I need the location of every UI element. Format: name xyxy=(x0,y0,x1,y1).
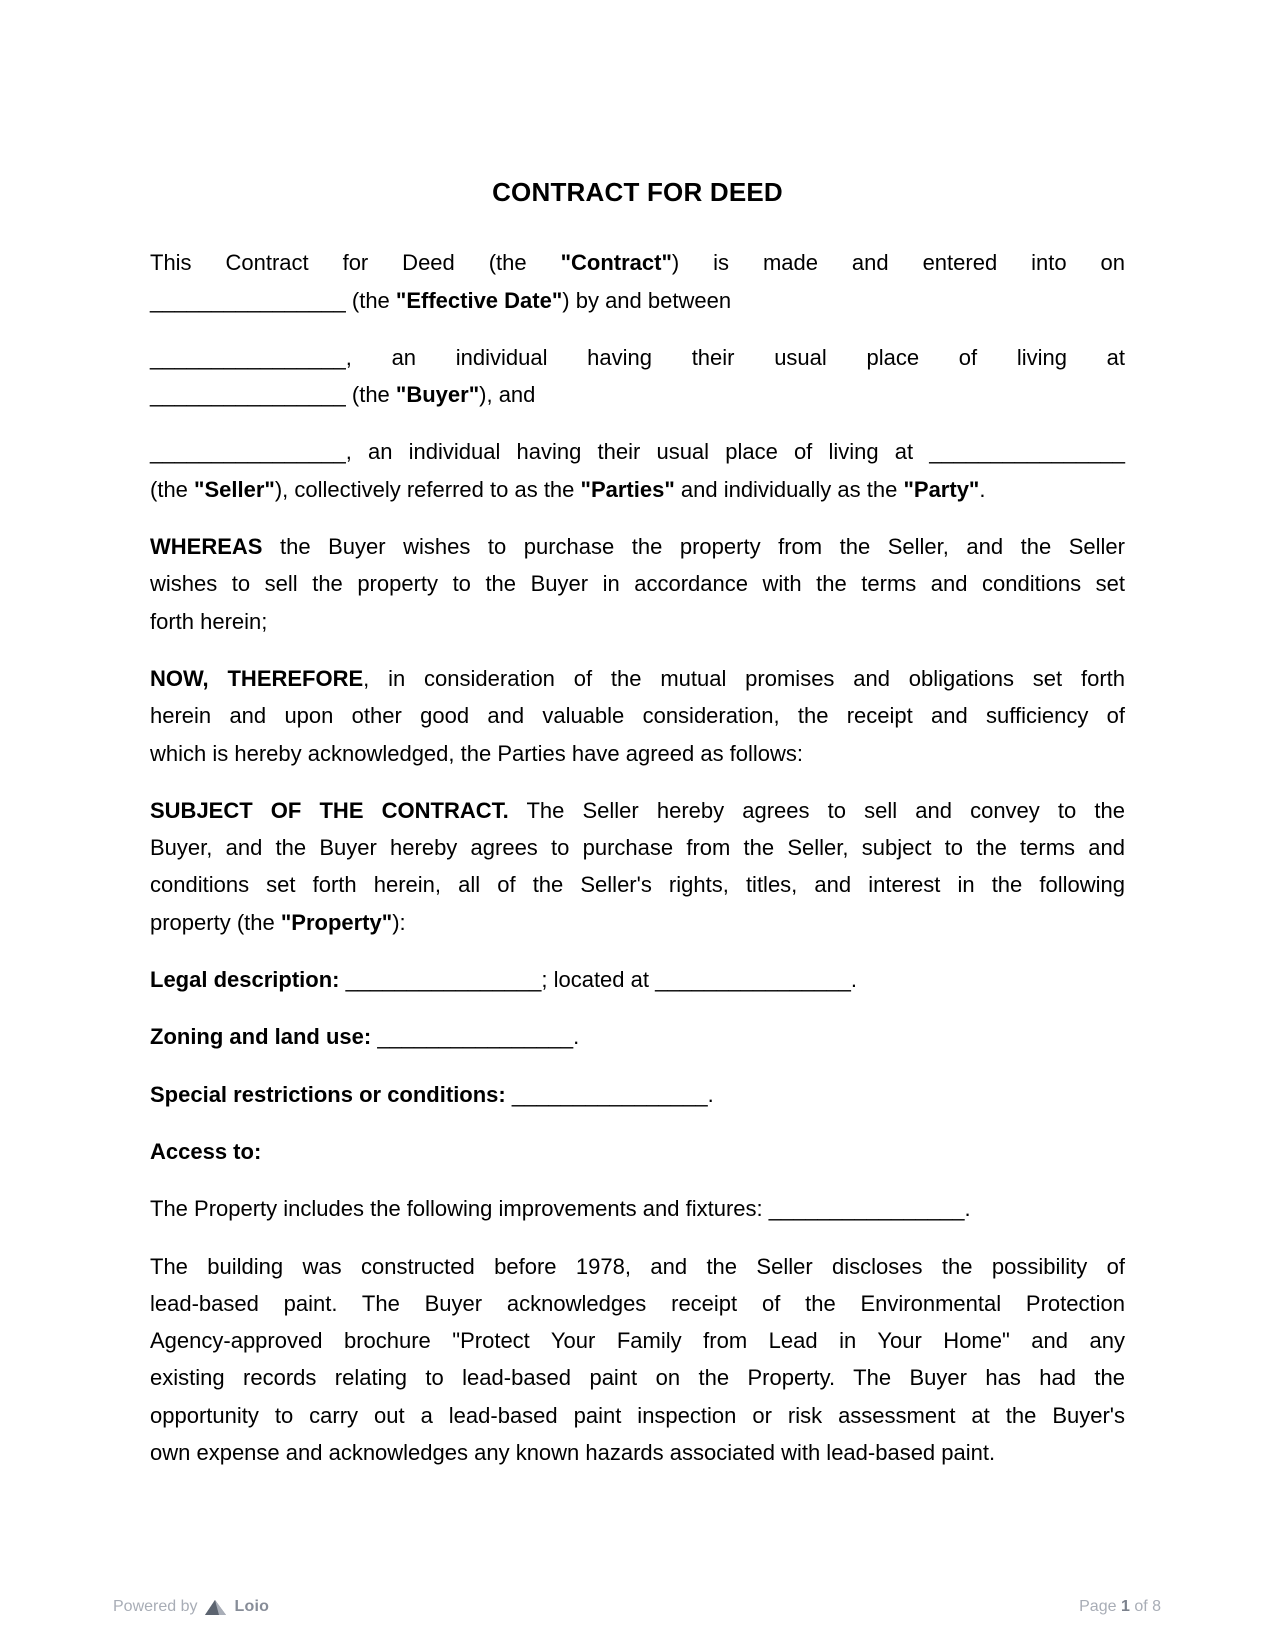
text-line xyxy=(150,1133,1125,1170)
access-to-line xyxy=(150,1133,1125,1170)
text-line xyxy=(150,1359,1125,1396)
text-run: . xyxy=(979,476,986,502)
defined-term: Access to: xyxy=(150,1138,262,1164)
text-line xyxy=(150,1397,1125,1434)
defined-term: "Contract" xyxy=(560,250,672,276)
text-run: ________________; located at ________________. xyxy=(339,967,857,993)
defined-term: SUBJECT OF THE CONTRACT. xyxy=(150,797,509,823)
text-run: ), collectively referred to as the xyxy=(274,476,581,502)
defined-term: "Effective Date" xyxy=(395,287,563,313)
text-line xyxy=(150,565,1125,602)
text-line xyxy=(150,471,1125,508)
document-paragraphs xyxy=(150,244,1125,1471)
page-number-prefix: Page xyxy=(1079,1598,1117,1615)
text-line xyxy=(150,528,1125,565)
text-line xyxy=(150,376,1125,413)
text-line xyxy=(150,603,1125,640)
text-run: The Seller hereby agrees to sell and convey to the xyxy=(508,797,1125,823)
powered-by-label: Powered by xyxy=(113,1598,198,1615)
text-line xyxy=(150,1285,1125,1322)
seller-paragraph xyxy=(150,433,1125,508)
legal-description-line xyxy=(150,961,1125,998)
text-run: ________________. xyxy=(371,1024,580,1050)
subject-of-contract-clause xyxy=(150,792,1125,941)
text-run: ________________, an individual having their usual place of living at ________________ xyxy=(150,439,1125,465)
zoning-line xyxy=(150,1018,1125,1055)
defined-term: Zoning and land use: xyxy=(150,1024,372,1050)
improvements-line xyxy=(150,1190,1125,1227)
text-line xyxy=(150,829,1125,866)
text-line xyxy=(150,735,1125,772)
defined-term: NOW, THEREFORE xyxy=(150,665,364,691)
text-line xyxy=(150,1076,1125,1113)
text-run: the Buyer wishes to purchase the property from the Seller, and the Seller xyxy=(262,534,1125,560)
loio-logo-icon xyxy=(205,1599,228,1616)
text-run: opportunity to carry out a lead-based paint inspection or risk assessment at the Buyer's xyxy=(150,1402,1125,1428)
now-therefore-clause xyxy=(150,660,1125,772)
text-line xyxy=(150,1434,1125,1471)
text-line xyxy=(150,244,1125,281)
text-run: The building was constructed before 1978, and the Seller discloses the possibility of xyxy=(150,1253,1125,1279)
defined-term: "Property" xyxy=(280,909,393,935)
text-run: (the xyxy=(150,476,195,502)
intro-paragraph xyxy=(150,244,1125,319)
text-run: The Property includes the following improvements and fixtures: ________________. xyxy=(150,1196,971,1222)
page-number-suffix: of 8 xyxy=(1134,1598,1161,1615)
text-line xyxy=(150,1018,1125,1055)
text-line xyxy=(150,792,1125,829)
text-run: property (the xyxy=(150,909,281,935)
defined-term: "Buyer" xyxy=(395,382,480,408)
defined-term: Legal description: xyxy=(150,967,340,993)
page-number-value: 1 xyxy=(1120,1598,1130,1615)
text-line xyxy=(150,282,1125,319)
text-run: ________________, an individual having their usual place of living at xyxy=(150,344,1125,370)
text-run: forth herein; xyxy=(150,608,268,634)
text-line xyxy=(150,660,1125,697)
text-line xyxy=(150,697,1125,734)
defined-term: "Party" xyxy=(903,476,980,502)
page-footer xyxy=(113,1597,1161,1617)
text-line xyxy=(150,1322,1125,1359)
text-line xyxy=(150,433,1125,470)
text-run: ) is made and entered into on xyxy=(671,250,1125,276)
defined-term: WHEREAS xyxy=(150,534,263,560)
text-run: , in consideration of the mutual promises and obligations set forth xyxy=(363,665,1125,691)
text-line xyxy=(150,339,1125,376)
text-run: lead-based paint. The Buyer acknowledges receipt of the Environmental Protection xyxy=(150,1290,1125,1316)
page-title: CONTRACT FOR DEED xyxy=(492,177,783,207)
powered-by xyxy=(113,1597,269,1617)
lead-paint-paragraph xyxy=(150,1248,1125,1472)
text-run: ), and xyxy=(479,382,536,408)
text-line xyxy=(150,866,1125,903)
defined-term: Special restrictions or conditions: xyxy=(150,1081,506,1107)
contract-document xyxy=(150,174,1125,1471)
text-run: conditions set forth herein, all of the Seller's rights, titles, and interest in the following xyxy=(150,872,1125,898)
text-run: This Contract for Deed (the xyxy=(150,250,561,276)
text-run: and individually as the xyxy=(674,476,904,502)
text-run: ________________ (the xyxy=(150,382,396,408)
special-restrictions-line xyxy=(150,1076,1125,1113)
defined-term: "Parties" xyxy=(580,476,675,502)
text-run: herein and upon other good and valuable consideration, the receipt and sufficiency of xyxy=(150,703,1125,729)
text-run: own expense and acknowledges any known hazards associated with lead-based paint. xyxy=(150,1440,996,1466)
text-run: Agency-approved brochure "Protect Your Family from Lead in Your Home" and any xyxy=(150,1328,1125,1354)
text-run: wishes to sell the property to the Buyer in accordance with the terms and conditions set xyxy=(150,571,1125,597)
text-run: Buyer, and the Buyer hereby agrees to purchase from the Seller, subject to the terms and xyxy=(150,835,1125,861)
text-run: existing records relating to lead-based paint on the Property. The Buyer has had the xyxy=(150,1365,1125,1391)
whereas-clause xyxy=(150,528,1125,640)
text-run: ): xyxy=(392,909,406,935)
text-line xyxy=(150,961,1125,998)
text-run: ________________ (the xyxy=(150,287,396,313)
text-line xyxy=(150,904,1125,941)
text-run: which is hereby acknowledged, the Parties have agreed as follows: xyxy=(150,740,804,766)
brand-name: Loio xyxy=(234,1598,270,1615)
defined-term: "Seller" xyxy=(194,476,275,502)
text-line xyxy=(150,1190,1125,1227)
text-line xyxy=(150,1248,1125,1285)
text-run: ________________. xyxy=(505,1081,714,1107)
text-run: ) by and between xyxy=(562,287,732,313)
page-number xyxy=(1079,1597,1161,1617)
buyer-paragraph xyxy=(150,339,1125,414)
